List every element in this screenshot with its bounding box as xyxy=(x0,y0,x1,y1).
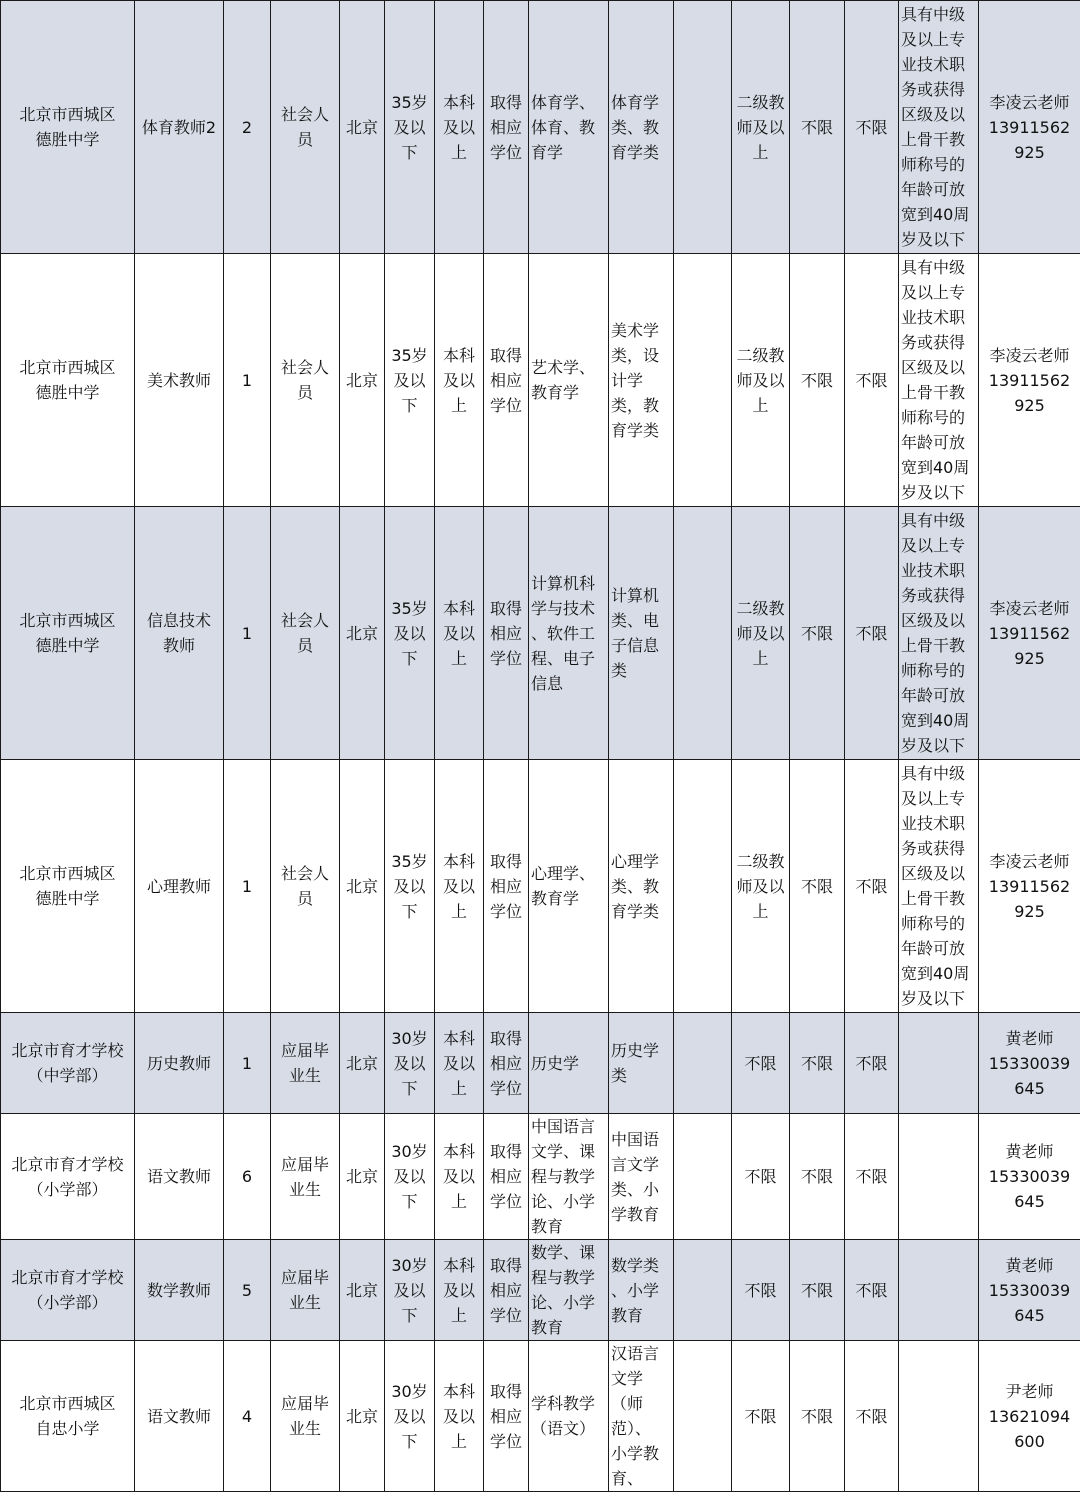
contact-cell: 李凌云老师 13911562 925 xyxy=(979,760,1080,1013)
req2-cell: 不限 xyxy=(845,1240,899,1341)
unit-cell: 北京市西城区 自忠小学 xyxy=(1,1341,135,1492)
title-cell: 不限 xyxy=(732,1240,790,1341)
other-cell xyxy=(674,1240,732,1341)
major-undergrad-cell: 中国语 言文学 类、小 学教育 xyxy=(609,1114,674,1240)
source-cell: 应届毕 业生 xyxy=(271,1341,340,1492)
major-grad-cell: 历史学 xyxy=(529,1013,609,1114)
unit-cell: 北京市育才学校 （小学部） xyxy=(1,1240,135,1341)
title-cell: 不限 xyxy=(732,1341,790,1492)
age-cell: 35岁 及以 下 xyxy=(385,507,435,760)
req2-cell: 不限 xyxy=(845,760,899,1013)
other-cell xyxy=(674,1,732,254)
req1-cell: 不限 xyxy=(790,1341,845,1492)
other-cell xyxy=(674,760,732,1013)
degree-cell: 取得 相应 学位 xyxy=(484,1013,529,1114)
major-grad-cell: 学科教学 （语文） xyxy=(529,1341,609,1492)
age-cell: 30岁 及以 下 xyxy=(385,1114,435,1240)
source-cell: 社会人 员 xyxy=(271,760,340,1013)
age-cell: 30岁 及以 下 xyxy=(385,1341,435,1492)
unit-cell: 北京市育才学校 （中学部） xyxy=(1,1013,135,1114)
title-cell: 二级教 师及以 上 xyxy=(732,507,790,760)
other-cell xyxy=(674,1341,732,1492)
req2-cell: 不限 xyxy=(845,1,899,254)
hukou-cell: 北京 xyxy=(340,1114,385,1240)
note-cell: 具有中级 及以上专 业技术职 务或获得 区级及以 上骨干教 师称号的 年龄可放 宽到40周 岁及以下 xyxy=(899,254,979,507)
contact-cell: 尹老师 13621094 600 xyxy=(979,1341,1080,1492)
hukou-cell: 北京 xyxy=(340,507,385,760)
education-cell: 本科 及以 上 xyxy=(435,1013,484,1114)
table-row xyxy=(1,1013,1080,1114)
education-cell: 本科 及以 上 xyxy=(435,1114,484,1240)
table-row xyxy=(1,760,1080,1013)
table-row xyxy=(1,1240,1080,1341)
education-cell: 本科 及以 上 xyxy=(435,254,484,507)
other-cell xyxy=(674,254,732,507)
count-cell: 4 xyxy=(224,1341,271,1492)
source-cell: 应届毕 业生 xyxy=(271,1114,340,1240)
title-cell: 不限 xyxy=(732,1013,790,1114)
note-cell: 具有中级 及以上专 业技术职 务或获得 区级及以 上骨干教 师称号的 年龄可放 宽到40周 岁及以下 xyxy=(899,507,979,760)
hukou-cell: 北京 xyxy=(340,760,385,1013)
position-cell: 语文教师 xyxy=(135,1114,224,1240)
table-row xyxy=(1,1114,1080,1240)
title-cell: 不限 xyxy=(732,1114,790,1240)
contact-cell: 黄老师 15330039 645 xyxy=(979,1013,1080,1114)
unit-cell: 北京市西城区 德胜中学 xyxy=(1,254,135,507)
contact-cell: 黄老师 15330039 645 xyxy=(979,1240,1080,1341)
note-cell xyxy=(899,1341,979,1492)
contact-cell: 李凌云老师 13911562 925 xyxy=(979,254,1080,507)
hukou-cell: 北京 xyxy=(340,1013,385,1114)
req2-cell: 不限 xyxy=(845,507,899,760)
table-row xyxy=(1,1341,1080,1492)
req1-cell: 不限 xyxy=(790,1,845,254)
source-cell: 应届毕 业生 xyxy=(271,1240,340,1341)
contact-cell: 李凌云老师 13911562 925 xyxy=(979,507,1080,760)
other-cell xyxy=(674,1114,732,1240)
req2-cell: 不限 xyxy=(845,1341,899,1492)
note-cell xyxy=(899,1013,979,1114)
hukou-cell: 北京 xyxy=(340,1341,385,1492)
age-cell: 35岁 及以 下 xyxy=(385,760,435,1013)
age-cell: 30岁 及以 下 xyxy=(385,1240,435,1341)
contact-cell: 黄老师 15330039 645 xyxy=(979,1114,1080,1240)
req1-cell: 不限 xyxy=(790,1114,845,1240)
education-cell: 本科 及以 上 xyxy=(435,1,484,254)
degree-cell: 取得 相应 学位 xyxy=(484,1,529,254)
degree-cell: 取得 相应 学位 xyxy=(484,1240,529,1341)
hukou-cell: 北京 xyxy=(340,1,385,254)
source-cell: 社会人 员 xyxy=(271,254,340,507)
position-cell: 数学教师 xyxy=(135,1240,224,1341)
major-grad-cell: 中国语言 文学、课 程与教学 论、小学 教育 xyxy=(529,1114,609,1240)
age-cell: 35岁 及以 下 xyxy=(385,1,435,254)
table-row xyxy=(1,1,1080,254)
count-cell: 1 xyxy=(224,254,271,507)
req1-cell: 不限 xyxy=(790,507,845,760)
other-cell xyxy=(674,507,732,760)
table-row xyxy=(1,254,1080,507)
major-undergrad-cell: 计算机 类、电 子信息 类 xyxy=(609,507,674,760)
count-cell: 2 xyxy=(224,1,271,254)
major-undergrad-cell: 心理学 类、教 育学类 xyxy=(609,760,674,1013)
hukou-cell: 北京 xyxy=(340,254,385,507)
count-cell: 1 xyxy=(224,1013,271,1114)
major-undergrad-cell: 历史学 类 xyxy=(609,1013,674,1114)
title-cell: 二级教 师及以 上 xyxy=(732,254,790,507)
major-undergrad-cell: 数学类 、小学 教育 xyxy=(609,1240,674,1341)
note-cell: 具有中级 及以上专 业技术职 务或获得 区级及以 上骨干教 师称号的 年龄可放 宽到40周 岁及以下 xyxy=(899,1,979,254)
count-cell: 5 xyxy=(224,1240,271,1341)
position-cell: 语文教师 xyxy=(135,1341,224,1492)
note-cell: 具有中级 及以上专 业技术职 务或获得 区级及以 上骨干教 师称号的 年龄可放 宽到40周 岁及以下 xyxy=(899,760,979,1013)
age-cell: 30岁 及以 下 xyxy=(385,1013,435,1114)
position-cell: 信息技术 教师 xyxy=(135,507,224,760)
position-cell: 历史教师 xyxy=(135,1013,224,1114)
other-cell xyxy=(674,1013,732,1114)
req2-cell: 不限 xyxy=(845,1114,899,1240)
major-undergrad-cell: 体育学 类、教 育学类 xyxy=(609,1,674,254)
degree-cell: 取得 相应 学位 xyxy=(484,760,529,1013)
degree-cell: 取得 相应 学位 xyxy=(484,1114,529,1240)
position-cell: 美术教师 xyxy=(135,254,224,507)
education-cell: 本科 及以 上 xyxy=(435,1240,484,1341)
major-grad-cell: 心理学、 教育学 xyxy=(529,760,609,1013)
req1-cell: 不限 xyxy=(790,254,845,507)
education-cell: 本科 及以 上 xyxy=(435,507,484,760)
major-grad-cell: 艺术学、 教育学 xyxy=(529,254,609,507)
hukou-cell: 北京 xyxy=(340,1240,385,1341)
unit-cell: 北京市育才学校 （小学部） xyxy=(1,1114,135,1240)
note-cell xyxy=(899,1240,979,1341)
req1-cell: 不限 xyxy=(790,1240,845,1341)
major-undergrad-cell: 汉语言 文学 （师 范）、 小学教 育、 xyxy=(609,1341,674,1492)
req1-cell: 不限 xyxy=(790,760,845,1013)
major-undergrad-cell: 美术学 类，设 计学 类，教 育学类 xyxy=(609,254,674,507)
contact-cell: 李凌云老师 13911562 925 xyxy=(979,1,1080,254)
count-cell: 6 xyxy=(224,1114,271,1240)
count-cell: 1 xyxy=(224,760,271,1013)
note-cell xyxy=(899,1114,979,1240)
count-cell: 1 xyxy=(224,507,271,760)
req1-cell: 不限 xyxy=(790,1013,845,1114)
source-cell: 应届毕 业生 xyxy=(271,1013,340,1114)
education-cell: 本科 及以 上 xyxy=(435,760,484,1013)
degree-cell: 取得 相应 学位 xyxy=(484,254,529,507)
position-cell: 体育教师2 xyxy=(135,1,224,254)
title-cell: 二级教 师及以 上 xyxy=(732,760,790,1013)
title-cell: 二级教 师及以 上 xyxy=(732,1,790,254)
table-row xyxy=(1,507,1080,760)
unit-cell: 北京市西城区 德胜中学 xyxy=(1,507,135,760)
degree-cell: 取得 相应 学位 xyxy=(484,507,529,760)
major-grad-cell: 体育学、 体育、教 育学 xyxy=(529,1,609,254)
source-cell: 社会人 员 xyxy=(271,507,340,760)
unit-cell: 北京市西城区 德胜中学 xyxy=(1,1,135,254)
req2-cell: 不限 xyxy=(845,1013,899,1114)
unit-cell: 北京市西城区 德胜中学 xyxy=(1,760,135,1013)
major-grad-cell: 计算机科 学与技术 、软件工 程、电子 信息 xyxy=(529,507,609,760)
major-grad-cell: 数学、课 程与教学 论、小学 教育 xyxy=(529,1240,609,1341)
req2-cell: 不限 xyxy=(845,254,899,507)
education-cell: 本科 及以 上 xyxy=(435,1341,484,1492)
degree-cell: 取得 相应 学位 xyxy=(484,1341,529,1492)
position-cell: 心理教师 xyxy=(135,760,224,1013)
source-cell: 社会人 员 xyxy=(271,1,340,254)
age-cell: 35岁 及以 下 xyxy=(385,254,435,507)
